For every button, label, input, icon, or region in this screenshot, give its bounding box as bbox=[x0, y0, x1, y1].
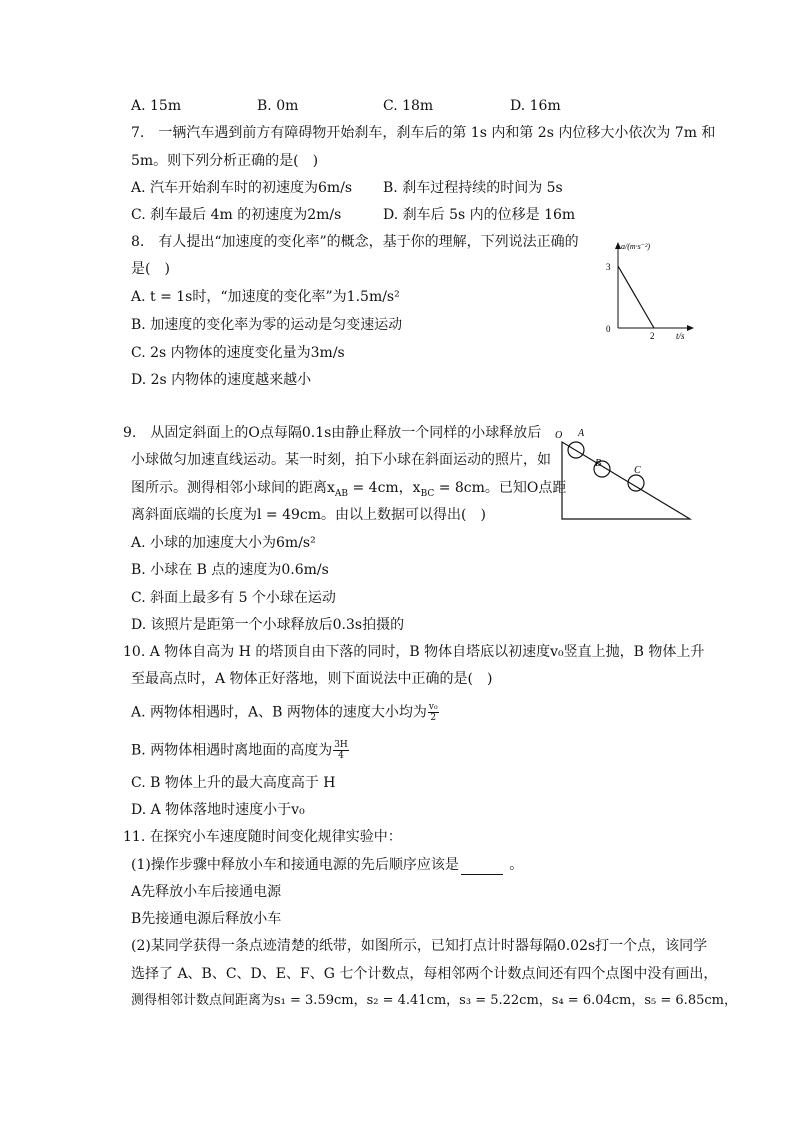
q7-option-d: D. 刹车后 5s 内的位移是 16m bbox=[383, 207, 576, 223]
q8-y-tick: 3 bbox=[606, 262, 611, 272]
q9-stem-line4: 离斜面底端的长度为l = 49cm。由以上数据可以得出( ) bbox=[131, 507, 486, 523]
q9-line3-part1: 图所示。测得相邻小球间的距离x bbox=[131, 480, 335, 496]
q10-frac-a-den: 2 bbox=[430, 713, 437, 723]
q9-option-c: C. 斜面上最多有 5 个小球在运动 bbox=[131, 590, 336, 606]
q10-frac-b-num: 3H bbox=[334, 740, 348, 750]
q10-option-a-text: A. 两物体相遇时，A、B 两物体的速度大小均为 bbox=[131, 704, 427, 721]
q10-option-b bbox=[131, 740, 349, 761]
q7-stem-line2: 5m。则下列分析正确的是( ) bbox=[131, 153, 319, 169]
q10-option-a bbox=[131, 702, 439, 723]
q9-label-c: C bbox=[634, 465, 641, 476]
q9-stem-line3 bbox=[131, 478, 566, 504]
q10-frac-b-den: 4 bbox=[338, 751, 344, 761]
q9-option-d: D. 该照片是距第一个小球释放后0.3s拍摄的 bbox=[131, 617, 405, 633]
q10-fraction-3h-over-4 bbox=[333, 740, 349, 761]
q9-label-b: B bbox=[595, 458, 602, 469]
q10-option-c: C. B 物体上升的最大高度高于 H bbox=[131, 775, 336, 791]
q8-stem-line2: 是( ) bbox=[131, 261, 170, 277]
q6-option-c: C. 18m bbox=[383, 98, 434, 114]
q8-x-tick: 2 bbox=[650, 331, 655, 341]
q9-option-b: B. 小球在 B 点的速度为0.6m/s bbox=[131, 562, 329, 578]
q8-acceleration-graph bbox=[588, 240, 698, 342]
q11-option-b: B先接通电源后释放小车 bbox=[131, 911, 282, 927]
q9-incline bbox=[562, 442, 690, 519]
q9-stem-line1: 9. 从固定斜面上的O点每隔0.1s由静止释放一个同样的小球释放后 bbox=[123, 425, 542, 441]
q8-x-arrow bbox=[687, 325, 694, 331]
q9-label-o: O bbox=[555, 430, 563, 441]
q11-part2-line3: 测得相邻计数点间距离为s₁ = 3.59cm，s₂ = 4.41cm，s₃ = 5.22cm，s₄ = 6.04cm，s₅ = 6.85cm， bbox=[131, 993, 737, 1008]
q6-option-d: D. 16m bbox=[510, 98, 561, 114]
q9-sub-bc: BC bbox=[420, 488, 435, 499]
q8-x-label: t/s bbox=[676, 331, 685, 341]
q10-option-d: D. A 物体落地时速度小于v₀ bbox=[131, 802, 305, 818]
q8-option-b: B. 加速度的变化率为零的运动是匀变速运动 bbox=[131, 317, 403, 333]
q10-stem-line2: 至最高点时，A 物体正好落地，则下面说法中正确的是( ) bbox=[131, 671, 493, 687]
q11-stem-line1: 11. 在探究小车速度随时间变化规律实验中： bbox=[123, 829, 402, 845]
q6-option-a: A. 15m bbox=[131, 98, 182, 114]
q9-sub-ab: AB bbox=[334, 488, 349, 499]
q11-part2-line1: (2)某同学获得一条点迹清楚的纸带，如图所示，已知打点计时器每隔0.02s打一个点，该同学 bbox=[131, 938, 708, 954]
q11-part1 bbox=[131, 855, 523, 875]
q8-stem-line1: 8. 有人提出“加速度的变化率”的概念，基于你的理解，下列说法正确的 bbox=[131, 234, 579, 250]
q9-option-a: A. 小球的加速度大小为6m/s² bbox=[131, 535, 316, 551]
q8-origin: 0 bbox=[606, 324, 611, 334]
q7-option-b: B. 刹车过程持续的时间为 5s bbox=[383, 180, 563, 196]
q10-option-b-text: B. 两物体相遇时离地面的高度为 bbox=[131, 742, 333, 759]
q11-part1-end: 。 bbox=[504, 857, 524, 873]
q9-label-a: A bbox=[578, 428, 585, 439]
q7-option-a: A. 汽车开始刹车时的初速度为6m/s bbox=[131, 180, 353, 196]
q8-option-d: D. 2s 内物体的速度越来越小 bbox=[131, 372, 312, 388]
q9-incline-figure bbox=[552, 422, 694, 524]
q11-option-a: A先释放小车后接通电源 bbox=[131, 884, 282, 900]
q10-fraction-v0-over-2 bbox=[428, 702, 439, 723]
q7-stem-line1: 7. 一辆汽车遇到前方有障碍物开始刹车，刹车后的第 1s 内和第 2s 内位移大小依次为 7m 和 bbox=[131, 125, 716, 141]
q9-line3-part2: = 4cm，x bbox=[348, 480, 421, 496]
q9-stem-line2: 小球做匀加速直线运动。某一时刻，拍下小球在斜面运动的照片，如 bbox=[131, 452, 551, 468]
q10-frac-a-num: v₀ bbox=[428, 702, 438, 712]
q9-line3-part3: = 8cm。已知O点距 bbox=[434, 480, 567, 496]
q11-part1-text: (1)操作步骤中释放小车和接通电源的先后顺序应该是 bbox=[131, 857, 459, 873]
q7-option-c: C. 刹车最后 4m 的初速度为2m/s bbox=[131, 207, 342, 223]
q8-option-c: C. 2s 内物体的速度变化量为3m/s bbox=[131, 345, 345, 361]
q8-option-a: A. t = 1s时，“加速度的变化率”为1.5m/s² bbox=[131, 289, 400, 305]
q11-part2-line2: 选择了 A、B、C、D、E、F、G 七个计数点，每相邻两个计数点间还有四个点图中没有画出， bbox=[131, 966, 718, 982]
q8-graph-line bbox=[618, 266, 654, 328]
q6-option-b: B. 0m bbox=[257, 98, 299, 114]
q11-answer-blank bbox=[461, 860, 503, 875]
q10-stem-line1: 10. A 物体自高为 H 的塔顶自由下落的同时，B 物体自塔底以初速度v₀竖直上抛，B 物体上升 bbox=[123, 644, 705, 660]
q8-y-label: a/(m·s⁻²) bbox=[621, 242, 651, 251]
